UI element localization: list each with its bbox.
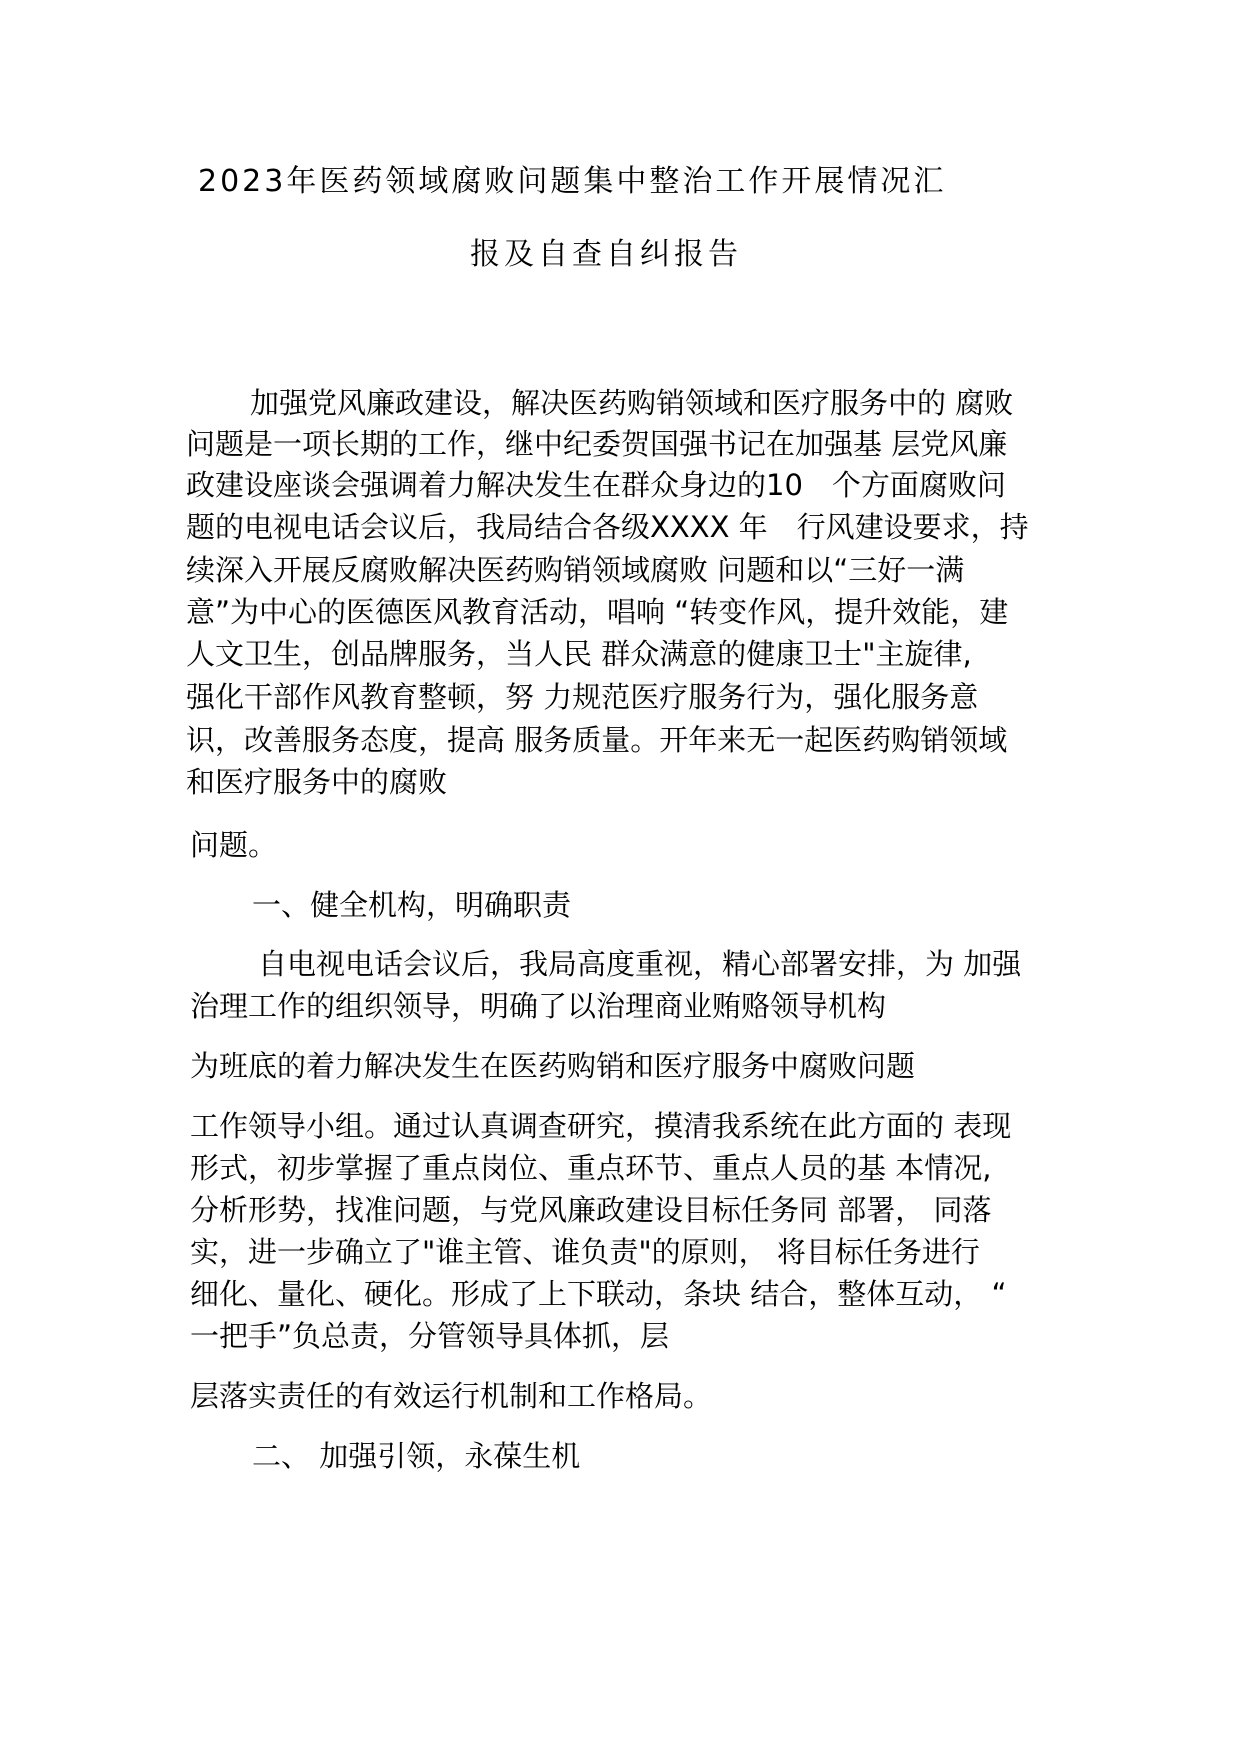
- paragraph-2-line-2: 治理工作的组织领导，明确了以治理商业贿赂领导机构: [190, 989, 887, 1023]
- paragraph-1-line-7: 人文卫生，创品牌服务，当人民 群众满意的健康卫士"主旋律,: [186, 637, 972, 671]
- paragraph-2-end: 层落实责任的有效运行机制和工作格局。: [190, 1379, 713, 1413]
- paragraph-1-line-3: 政建设座谈会强调着力解决发生在群众身边的10 个方面腐败问: [186, 468, 1006, 502]
- paragraph-1-line-10: 和医疗服务中的腐败: [186, 765, 448, 799]
- paragraph-1-line-5: 续深入开展反腐败解决医药购销领域腐败 问题和以“三好一满: [186, 553, 965, 587]
- paragraph-1-end: 问题。: [190, 828, 278, 862]
- document-title-line-2: 报及自查自纠报告: [470, 237, 742, 272]
- paragraph-1-line-4: 题的电视电话会议后，我局结合各级XXXX 年 行风建设要求，持: [186, 510, 1029, 544]
- paragraph-1-line-9: 识，改善服务态度，提高 服务质量。开年来无一起医药购销领域: [186, 723, 1008, 757]
- paragraph-2-block-line-5: 细化、量化、硬化。形成了上下联动，条块 结合，整体互动， “: [190, 1277, 1007, 1311]
- section-heading-1: 一、健全机构，明确职责: [252, 888, 572, 922]
- paragraph-2-line-3: 为班底的着力解决发生在医药购销和医疗服务中腐败问题: [190, 1049, 916, 1083]
- paragraph-2-block-line-1: 工作领导小组。通过认真调查研究，摸清我系统在此方面的 表现: [190, 1109, 1012, 1143]
- paragraph-2-block-line-2: 形式，初步掌握了重点岗位、重点环节、重点人员的基 本情况,: [190, 1151, 992, 1185]
- document-title-line-1: 2023年医药领域腐败问题集中整治工作开展情况汇: [198, 164, 947, 199]
- paragraph-1-line-1: 加强党风廉政建设，解决医药购销领域和医疗服务中的 腐败: [250, 386, 1014, 420]
- section-heading-2: 二、 加强引领，永葆生机: [252, 1439, 581, 1473]
- paragraph-2-line-1: 自电视电话会议后，我局高度重视，精心部署安排，为 加强: [258, 947, 1022, 981]
- paragraph-2-block-line-6: 一把手”负总责，分管领导具体抓，层: [190, 1319, 670, 1353]
- paragraph-1-line-6: 意”为中心的医德医风教育活动，唱响 “转变作风，提升效能，建: [186, 595, 1009, 629]
- paragraph-2-block-line-4: 实，进一步确立了"谁主管、谁负责"的原则， 将目标任务进行: [190, 1235, 980, 1269]
- paragraph-2-block-line-3: 分析形势，找准问题，与党风廉政建设目标任务同 部署， 同落: [190, 1193, 992, 1227]
- paragraph-1-line-8: 强化干部作风教育整顿，努 力规范医疗服务行为，强化服务意: [186, 680, 979, 714]
- paragraph-1-line-2: 问题是一项长期的工作，继中纪委贺国强书记在加强基 层党风廉: [186, 427, 1008, 461]
